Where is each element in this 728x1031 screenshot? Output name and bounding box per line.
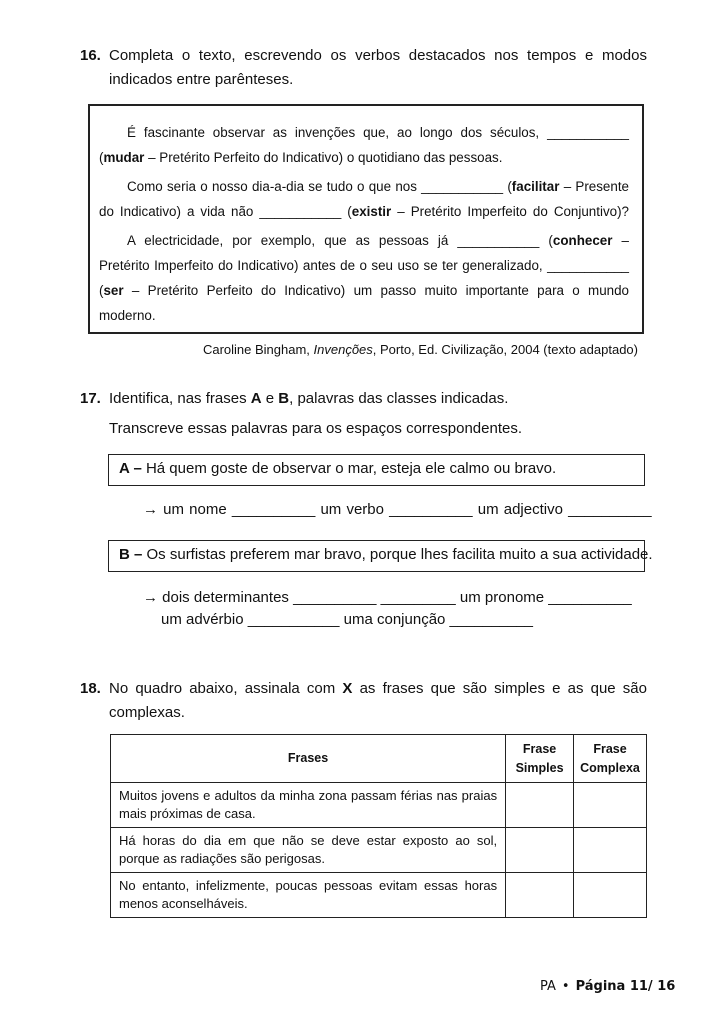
fill-line-a: → um nome __________ um verbo __________ um adjectivo __________ [143,501,652,518]
citation-title: Invenções [313,342,373,357]
sentence-a-box [108,454,645,486]
fill-line-b2: um advérbio ___________ uma conjunção __________ [161,611,533,628]
paragraph-1-line-1: É fascinante observar as invenções que, ao longo dos séculos, ___________ [127,125,629,140]
sentence-a-ref: A [250,390,262,407]
paragraph-1-line-2: (mudar – Pretérito Perfeito do Indicativo) o quotidiano das pessoas. [99,150,503,165]
paragraph-3-line-4: moderno. [99,308,156,323]
question-17-line-1-b: , palavras das classes indicadas. [289,390,509,407]
page-number: Página 11/ 16 [575,979,676,994]
question-17-line-2: Transcreve essas palavras para os espaços correspondentes. [109,420,522,437]
table-row [111,873,647,918]
paragraph-2-line-1-a: Como seria o nosso dia-a-dia se tudo o que nos ___________ ( [127,179,512,194]
question-16-line-2: indicados entre parênteses. [109,71,294,88]
paragraph-2 [99,174,629,224]
table-row [111,783,647,828]
sentence-a-text: Há quem goste de observar o mar, esteja ele calmo ou bravo. [141,460,557,477]
question-18-line-1-b: as frases que são simples e as que são [352,680,647,697]
paragraph-2-line-2-a: do Indicativo) a vida não ___________ ( [99,204,352,219]
complexa-checkbox-cell[interactable] [574,873,647,918]
question-17-line-1-e: e [261,390,279,407]
header-complexa-line-1: Frase [593,741,627,756]
header-frase-simples [506,735,574,783]
sentence-b-ref: B [278,390,290,407]
footer-code: PA [540,979,556,994]
sentence-cell: Muitos jovens e adultos da minha zona passam férias nas praias mais próximas de casa. [111,783,506,828]
paragraph-3-line-1-a: A electricidade, por exemplo, que as pessoas já ___________ ( [127,233,553,248]
question-16-number: 16. [80,47,101,64]
verb-ser: ser [103,283,124,298]
header-simples-line-2: Simples [515,760,564,775]
fill-line-b1: → dois determinantes __________ _________ um pronome __________ [143,589,632,606]
question-16-line-1: Completa o texto, escrevendo os verbos destacados nos tempos e modos [109,47,647,64]
page-footer [540,979,675,994]
footer-separator: • [561,979,570,994]
paragraph-3-line-1-b: – [612,233,629,248]
sentence-b-label: B – [119,546,143,563]
sentence-b-box [108,540,653,572]
question-18-statement [109,677,647,725]
question-18-line-2: complexas. [109,704,185,721]
sentence-cell: Há horas do dia em que não se deve estar exposto ao sol, porque as radiações são perigosas. [111,828,506,873]
sentence-cell: No entanto, infelizmente, poucas pessoas evitam essas horas menos aconselháveis. [111,873,506,918]
paragraph-3-line-3: (ser – Pretérito Perfeito do Indicativo) um passo muito importante para o mundo [99,283,629,298]
sentence-a-label: A – [119,460,142,477]
complexa-checkbox-cell[interactable] [574,828,647,873]
sentence-b-text: Os surfistas preferem mar bravo, porque lhes facilita muito a sua actividade. [142,546,653,563]
paragraph-3-line-3-rest: – Pretérito Perfeito do Indicativo) um passo muito importante para o mundo [123,283,629,298]
paragraph-1-line-2-rest: – Pretérito Perfeito do Indicativo) o quotidiano das pessoas. [144,150,503,165]
paragraph-3-line-2: Pretérito Imperfeito do Indicativo) antes de o seu uso se ter generalizado, ___________ [99,258,629,273]
simples-checkbox-cell[interactable] [506,828,574,873]
question-17-line-1-a: Identifica, nas frases [109,390,251,407]
question-18-line-1-a: No quadro abaixo, assinala com [109,680,343,697]
header-simples-line-1: Frase [522,741,557,756]
complexa-checkbox-cell[interactable] [574,783,647,828]
citation [88,342,644,357]
table-header-row [111,735,647,783]
header-frases: Frases [111,735,506,783]
question-18-number: 18. [80,680,101,697]
question-17-statement [109,387,647,441]
citation-rest: , Porto, Ed. Civilização, 2004 (texto adaptado) [372,342,638,357]
paragraph-1 [99,120,629,170]
paragraph-2-line-2 [99,199,629,224]
paragraph-3-line-1 [99,228,629,253]
verb-mudar: mudar [103,150,145,165]
verb-conhecer: conhecer [552,233,613,248]
citation-author: Caroline Bingham, [202,342,314,357]
verb-facilitar: facilitar [511,179,560,194]
paragraph-2-line-1-b: – Presente [559,179,629,194]
question-18-line-1 [109,677,647,701]
simples-checkbox-cell[interactable] [506,873,574,918]
mark-x: X [342,680,353,697]
sentences-table [110,734,647,918]
question-16-statement [109,44,647,92]
verb-existir: existir [351,204,392,219]
paragraph-3 [99,228,629,328]
paragraph-2-line-1 [99,174,629,199]
simples-checkbox-cell[interactable] [506,783,574,828]
paragraph-2-line-2-b: – Pretérito Imperfeito do Conjuntivo)? [391,204,629,219]
header-complexa-line-2: Complexa [580,760,640,775]
question-17-line-1 [109,387,647,411]
table-row [111,828,647,873]
header-frase-complexa [574,735,647,783]
question-17-number: 17. [80,390,101,407]
text-box [88,104,644,334]
